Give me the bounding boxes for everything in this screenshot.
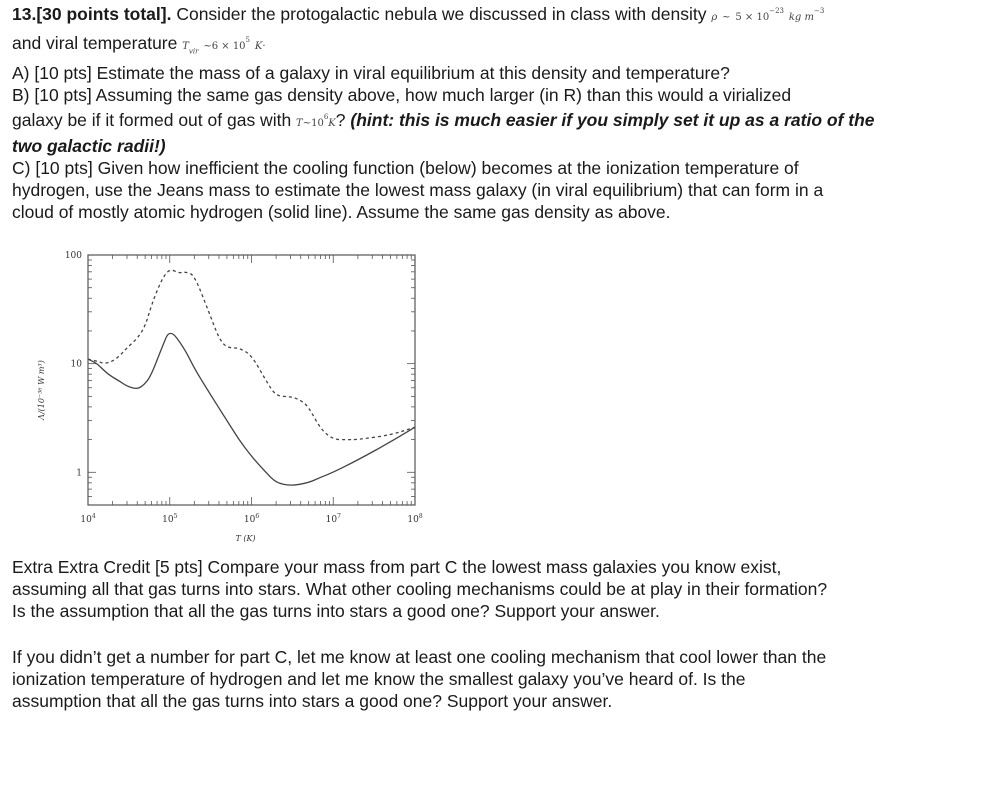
problem-intro: Consider the protogalactic nebula we discussed in class with density (171, 3, 707, 24)
fallback-line-1: If you didn’t get a number for part C, let me know at least one cooling mechanism that cool lower than the (12, 647, 827, 667)
problem-number: 13.[30 points total]. (12, 3, 172, 24)
plot-border (88, 255, 415, 505)
density-expression: ρ ~ $5 \times 10^{-23}$ kg $m^{-3}$ (711, 7, 825, 23)
part-b-hint: (hint: this is much easier if you simply set it up as a ratio of the (345, 109, 875, 130)
part-b-line-1: B) [10 pts] Assuming the same gas density above, how much larger (in R) than this would a virialized (12, 85, 792, 106)
problem-13 (12, 0, 982, 223)
temperature-expression: $T_{vir}$ ~6 × $10^5$ K· (182, 35, 266, 56)
y-axis-label: Λ/(10⁻³⁶ W m³) (37, 360, 46, 420)
cooling-function-chart (30, 240, 430, 550)
plot-frame (88, 255, 415, 505)
temperature-line: and viral temperature $T_{vir}$ ~6 × $10^5$ K· (12, 32, 266, 56)
y-tick-label: 1 (76, 468, 82, 479)
part-b-hint-line-2: two galactic radii!) (12, 135, 166, 156)
fallback-question (12, 646, 982, 712)
fallback-line-2: ionization temperature of hydrogen and let me know the smallest galaxy you’ve heard of. Is the (12, 669, 746, 689)
part-b-line-2: galaxy be if it formed out of gas with $T\sim 10^6K$? (hint: this is much easier if you simply set it up as a ratio of the (12, 109, 875, 130)
extra-credit-line-2: assuming all that gas turns into stars. What other cooling mechanisms could be at play in their formation? (12, 579, 828, 599)
x-tick-label: $10^8$ (407, 513, 423, 525)
x-tick-label: $10^7$ (325, 513, 341, 525)
x-axis-label: T (K) (235, 534, 256, 543)
part-c-line-3: cloud of mostly atomic hydrogen (solid line). Assume the same gas density as above. (12, 201, 671, 222)
part-b-temperature: $T\sim 10^6K$ (296, 113, 336, 129)
fallback-line-3: assumption that all the gas turns into stars a good one? Support your answer. (12, 691, 613, 711)
part-c-line-1: C) [10 pts] Given how inefficient the cooling function (below) becomes at the ionization temperature of (12, 157, 799, 178)
axis-ticks (88, 255, 415, 505)
series-group (88, 270, 415, 485)
x-tick-label: $10^4$ (80, 513, 96, 525)
extra-credit-line-1: Extra Extra Credit [5 pts] Compare your mass from part C the lowest mass galaxies you know exist, (12, 557, 782, 577)
y-tick-label: 10 (70, 359, 82, 370)
x-tick-label: $10^6$ (243, 513, 260, 525)
x-tick-label: $10^5$ (162, 513, 178, 525)
series-dashed-line (88, 270, 415, 439)
problem-header-line (12, 0, 982, 29)
part-c-line-2: hydrogen, use the Jeans mass to estimate the lowest mass galaxy (in viral equilibrium) that can form in a (12, 179, 824, 200)
part-a: A) [10 pts] Estimate the mass of a galaxy in viral equilibrium at this density and temperature? (12, 63, 730, 84)
axis-labels (37, 251, 423, 543)
cooling-function-figure (30, 240, 430, 550)
extra-credit (12, 556, 982, 622)
y-tick-label: 100 (64, 251, 82, 261)
extra-credit-line-3: Is the assumption that all the gas turns into stars a good one? Support your answer. (12, 601, 660, 621)
